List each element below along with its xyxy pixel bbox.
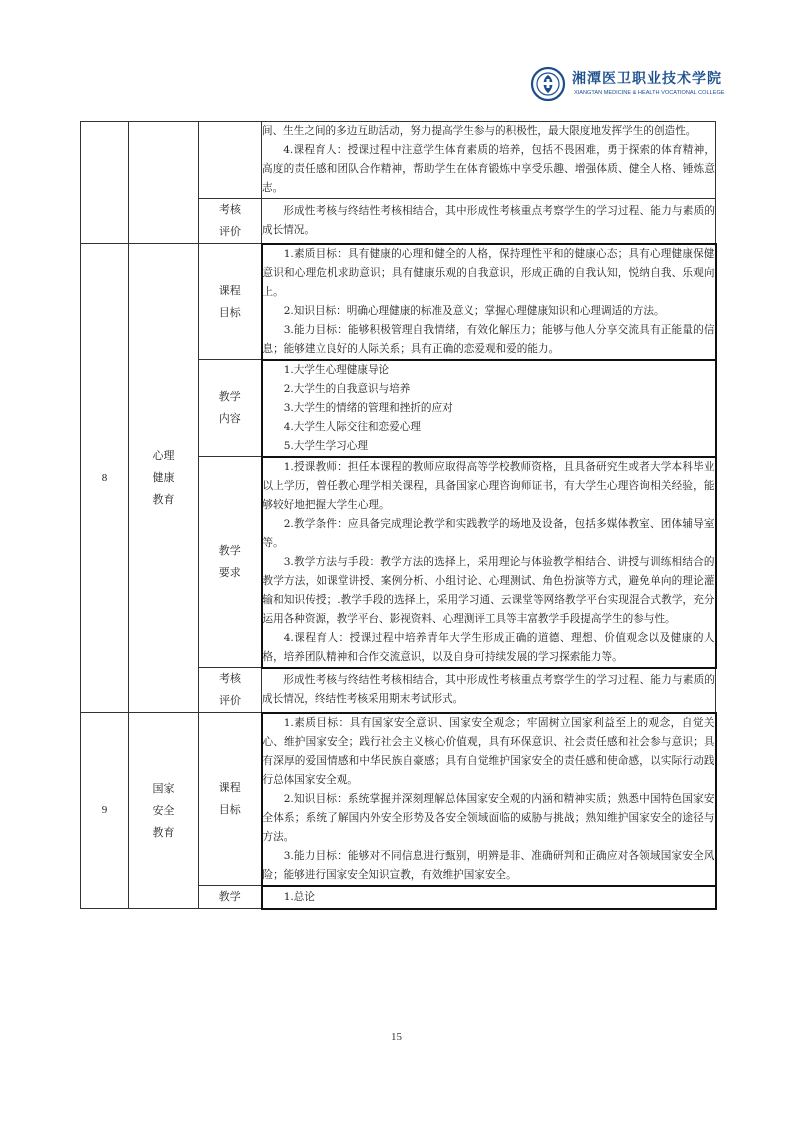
paragraph: 3.能力目标：能够对不同信息进行甄别，明辨是非、准确研判和正确应对各领域国家安全风险；能够进行国家安全知识宣教，有效维护国家安全。: [262, 849, 715, 881]
page-number: 15: [391, 1031, 402, 1043]
label-line: 评价: [219, 694, 241, 707]
assessment-label: [199, 199, 262, 244]
assessment-cell: [262, 668, 716, 713]
label-line: 考核: [219, 203, 241, 216]
paragraph: 形成性考核与终结性考核相结合，其中形成性考核重点考察学生的学习过程、能力与素质的成长情况，终结性考核采用期末考试形式。: [262, 674, 715, 705]
course-name: [129, 713, 199, 909]
paragraph: 间、生生之间的多边互助活动，努力提高学生参与的积极性，最大限度地发挥学生的创造性。: [262, 125, 697, 137]
table-row: [81, 244, 716, 360]
paragraph: 4.课程育人：授课过程中培养青年大学生形成正确的道德、理想、价值观念以及健康的人格，培养团队精神和合作交流意识，以及自身可持续发展的学习探索能力等。: [262, 631, 715, 663]
paragraph: 3.能力目标：能够积极管理自我情绪，有效化解压力；能够与他人分享交流具有正能量的信息；能够建立良好的人际关系；具有正确的恋爱观和爱的能力。: [262, 323, 715, 355]
objectives-label: [199, 713, 262, 886]
requirements-continued: [262, 122, 716, 199]
school-name-en: XIANGTAN MEDICINE & HEALTH VOCATIONAL COLLEGE: [574, 90, 725, 96]
label-line: 评价: [219, 225, 241, 238]
name-line: 心理: [152, 449, 175, 462]
paragraph: 2.知识目标：明确心理健康的标准及意义；掌握心理健康知识和心理调适的方法。: [283, 304, 665, 317]
paragraph: 3.教学方法与手段：教学方法的选择上，采用理论与体验教学相结合、讲授与训练相结合的教学方法，如课堂讲授、案例分析、小组讨论、心理测试、角色扮演等方式，避免单向的理论灌输和知识传授；.教学手段的选择上，采用学习通、云课堂等网络教学平台实现混合式教学，充分运用各种资源，教学平台、影视资料、心理测评工具等丰富教学手段提高学生的参与性。: [262, 555, 715, 625]
paragraph: 形成性考核与终结性考核相结合，其中形成性考核重点考察学生的学习过程、能力与素质的成长情况。: [262, 204, 715, 236]
objectives-cell: [262, 713, 716, 886]
course-name: [129, 244, 199, 713]
label-line: 课程: [218, 283, 241, 297]
list-item: 1.总论: [283, 890, 315, 903]
paragraph: 1.素质目标：具有健康的心理和健全的人格，保持理性平和的健康心态；具有心理健康保健意识和心理危机求助意识；具有健康乐观的自我意识，形成正确的自我认知，悦纳自我、乐观向上。: [262, 247, 715, 298]
content-label: [199, 886, 262, 909]
list-item: 5.大学生学习心理: [283, 439, 368, 452]
table-row: [81, 122, 716, 199]
paragraph: 2.知识目标：系统掌握并深刻理解总体国家安全观的内涵和精神实质；熟悉中国特色国家安全体系；系统了解国内外安全形势及各安全领域面临的威胁与挑战；熟知维护国家安全的途径与方法。: [262, 792, 715, 843]
school-logo: [530, 66, 730, 106]
name-line: 安全: [152, 803, 175, 817]
course-name-cell: [129, 122, 199, 244]
paragraph: 2.教学条件：应具备完成理论教学和实践教学的场地及设备，包括多媒体教室、团体辅导室等。: [262, 517, 715, 549]
list-item: 2.大学生的自我意识与培养: [283, 382, 411, 395]
content-cell: [262, 360, 716, 457]
name-line: 国家: [152, 781, 175, 795]
course-number-cell: [81, 122, 129, 244]
list-item: 1.大学生心理健康导论: [283, 363, 390, 376]
label-line: 教学: [218, 390, 241, 403]
table-row: [81, 713, 716, 886]
list-item: 3.大学生的情绪的管理和挫折的应对: [283, 401, 453, 414]
requirements-label: [199, 457, 262, 668]
label-line: 教学: [218, 544, 241, 557]
name-line: 教育: [152, 825, 175, 839]
label-line: 内容: [218, 412, 241, 425]
objectives-label: [199, 244, 262, 360]
paragraph: 4.课程育人：授课过程中注意学生体育素质的培养，包括不畏困难，勇于探索的体育精神，高度的责任感和团队合作精神，帮助学生在体育锻炼中享受乐趣、增强体质、健全人格、锤炼意志。: [262, 144, 715, 194]
label-line: 课程: [218, 781, 241, 794]
label-line: 要求: [218, 566, 241, 579]
content-label: [199, 360, 262, 457]
label-line: 目标: [218, 803, 241, 816]
objectives-cell: [262, 244, 716, 360]
assessment-cell: [262, 199, 716, 244]
content-cell: [262, 886, 716, 909]
course-table: [80, 121, 717, 910]
label-line: 考核: [219, 672, 241, 685]
list-item: 4.大学生人际交往和恋爱心理: [283, 420, 421, 433]
name-line: 健康: [152, 471, 175, 484]
paragraph: 1.授课教师：担任本课程的教师应取得高等学校教师资格，且具备研究生或者大学本科毕业以上学历，曾任教心理学相关课程，具备国家心理咨询师证书，有大学生心理咨询相关经验，能够较好地把握大学生心理。: [262, 460, 715, 511]
assessment-label: [199, 668, 262, 713]
label-line: 目标: [218, 305, 241, 319]
name-line: 教育: [152, 493, 175, 506]
school-name: 湘潭医卫职业技术学院: [572, 71, 722, 87]
course-number: 9: [81, 713, 129, 909]
requirements-cell: [262, 457, 716, 668]
school-emblem-icon: [530, 66, 566, 102]
course-number: 8: [81, 244, 129, 713]
row-label-cell: [199, 122, 262, 199]
paragraph: 1.素质目标：具有国家安全意识、国家安全观念；牢固树立国家利益至上的观念，自觉关心、维护国家安全；践行社会主义核心价值观，具有环保意识、社会责任感和社会参与意识；具有深厚的爱国情感和中华民族自豪感；具有自觉维护国家安全的责任感和使命感，以实际行动践行总体国家安全观。: [262, 716, 715, 786]
label-line: 教学: [218, 890, 241, 903]
